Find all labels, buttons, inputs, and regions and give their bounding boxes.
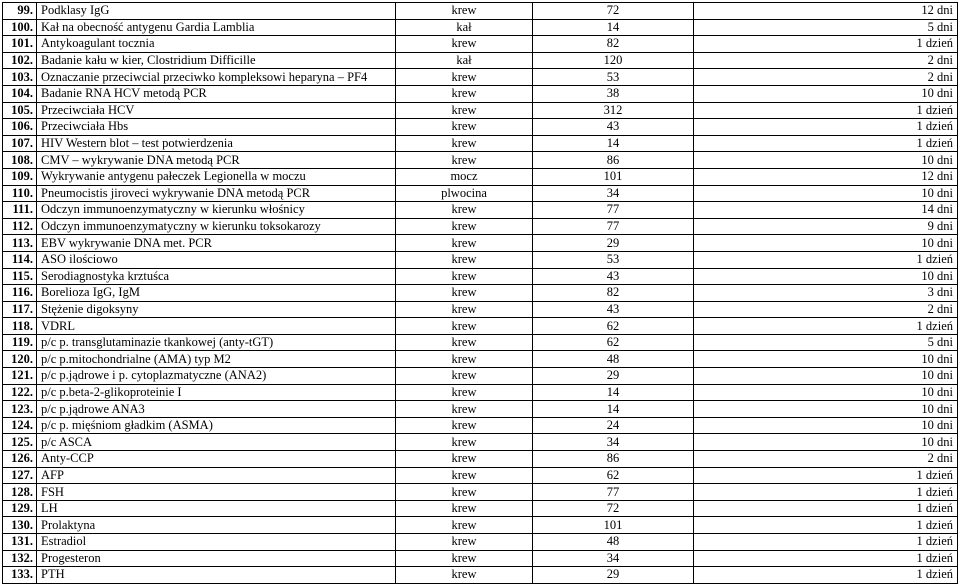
test-name: Podklasy IgG — [37, 3, 396, 20]
table-row — [3, 251, 958, 268]
turnaround-time: 1 dzień — [694, 550, 958, 567]
test-name: Serodiagnostyka krztuśca — [37, 268, 396, 285]
row-number: 131. — [3, 534, 37, 551]
test-price: 34 — [533, 550, 694, 567]
table-row — [3, 550, 958, 567]
turnaround-time: 10 dni — [694, 185, 958, 202]
test-price: 38 — [533, 85, 694, 102]
sample-material: krew — [396, 301, 533, 318]
sample-material: krew — [396, 3, 533, 20]
sample-material: krew — [396, 152, 533, 169]
test-price: 14 — [533, 384, 694, 401]
sample-material: krew — [396, 384, 533, 401]
test-name: Odczyn immunoenzymatyczny w kierunku toksokarozy — [37, 218, 396, 235]
test-price: 120 — [533, 52, 694, 69]
test-name: Antykoagulant tocznia — [37, 36, 396, 53]
table-row — [3, 500, 958, 517]
table-row — [3, 401, 958, 418]
test-name: Przeciwciała Hbs — [37, 119, 396, 136]
turnaround-time: 10 dni — [694, 85, 958, 102]
turnaround-time: 12 dni — [694, 168, 958, 185]
sample-material: krew — [396, 268, 533, 285]
row-number: 119. — [3, 334, 37, 351]
row-number: 115. — [3, 268, 37, 285]
sample-material: krew — [396, 517, 533, 534]
test-price: 82 — [533, 36, 694, 53]
test-name: Estradiol — [37, 534, 396, 551]
test-price: 62 — [533, 318, 694, 335]
test-price: 14 — [533, 401, 694, 418]
test-name: Anty-CCP — [37, 451, 396, 468]
turnaround-time: 5 dni — [694, 334, 958, 351]
table-row — [3, 202, 958, 219]
sample-material: krew — [396, 351, 533, 368]
row-number: 120. — [3, 351, 37, 368]
row-number: 125. — [3, 434, 37, 451]
test-price: 312 — [533, 102, 694, 119]
sample-material: krew — [396, 484, 533, 501]
table-row — [3, 417, 958, 434]
test-price: 53 — [533, 251, 694, 268]
turnaround-time: 2 dni — [694, 451, 958, 468]
test-name: HIV Western blot – test potwierdzenia — [37, 135, 396, 152]
test-name: p/c p. transglutaminazie tkankowej (anty-tGT) — [37, 334, 396, 351]
test-price: 62 — [533, 467, 694, 484]
test-price: 43 — [533, 301, 694, 318]
test-name: FSH — [37, 484, 396, 501]
table-row — [3, 3, 958, 20]
test-price: 24 — [533, 417, 694, 434]
row-number: 109. — [3, 168, 37, 185]
turnaround-time: 1 dzień — [694, 318, 958, 335]
row-number: 128. — [3, 484, 37, 501]
sample-material: krew — [396, 235, 533, 252]
test-price: 77 — [533, 484, 694, 501]
turnaround-time: 1 dzień — [694, 135, 958, 152]
turnaround-time: 2 dni — [694, 69, 958, 86]
lab-tests-body — [3, 3, 958, 584]
test-name: AFP — [37, 467, 396, 484]
test-price: 48 — [533, 351, 694, 368]
sample-material: krew — [396, 251, 533, 268]
row-number: 102. — [3, 52, 37, 69]
test-name: LH — [37, 500, 396, 517]
turnaround-time: 1 dzień — [694, 467, 958, 484]
test-name: p/c p.mitochondrialne (AMA) typ M2 — [37, 351, 396, 368]
table-row — [3, 119, 958, 136]
sample-material: krew — [396, 285, 533, 302]
table-row — [3, 351, 958, 368]
turnaround-time: 10 dni — [694, 401, 958, 418]
table-row — [3, 467, 958, 484]
test-name: Kał na obecność antygenu Gardia Lamblia — [37, 19, 396, 36]
table-row — [3, 135, 958, 152]
row-number: 113. — [3, 235, 37, 252]
turnaround-time: 1 dzień — [694, 567, 958, 584]
row-number: 122. — [3, 384, 37, 401]
sample-material: krew — [396, 550, 533, 567]
row-number: 112. — [3, 218, 37, 235]
test-price: 72 — [533, 3, 694, 20]
turnaround-time: 10 dni — [694, 351, 958, 368]
row-number: 116. — [3, 285, 37, 302]
turnaround-time: 1 dzień — [694, 484, 958, 501]
turnaround-time: 2 dni — [694, 52, 958, 69]
sample-material: krew — [396, 401, 533, 418]
test-name: p/c p. mięśniom gładkim (ASMA) — [37, 417, 396, 434]
turnaround-time: 10 dni — [694, 384, 958, 401]
row-number: 108. — [3, 152, 37, 169]
sample-material: krew — [396, 500, 533, 517]
row-number: 121. — [3, 368, 37, 385]
test-name: Borelioza IgG, IgM — [37, 285, 396, 302]
row-number: 101. — [3, 36, 37, 53]
table-row — [3, 85, 958, 102]
turnaround-time: 14 dni — [694, 202, 958, 219]
test-price: 34 — [533, 185, 694, 202]
sample-material: krew — [396, 119, 533, 136]
table-row — [3, 534, 958, 551]
sample-material: krew — [396, 318, 533, 335]
table-row — [3, 102, 958, 119]
turnaround-time: 1 dzień — [694, 119, 958, 136]
sample-material: krew — [396, 334, 533, 351]
test-name: Przeciwciała HCV — [37, 102, 396, 119]
turnaround-time: 10 dni — [694, 368, 958, 385]
row-number: 118. — [3, 318, 37, 335]
sample-material: krew — [396, 218, 533, 235]
test-name: p/c p.jądrowe i p. cytoplazmatyczne (ANA2) — [37, 368, 396, 385]
table-row — [3, 384, 958, 401]
test-name: ASO ilościowo — [37, 251, 396, 268]
sample-material: krew — [396, 368, 533, 385]
turnaround-time: 1 dzień — [694, 102, 958, 119]
row-number: 132. — [3, 550, 37, 567]
test-name: CMV – wykrywanie DNA metodą PCR — [37, 152, 396, 169]
lab-tests-table — [2, 2, 958, 584]
test-price: 77 — [533, 202, 694, 219]
table-row — [3, 268, 958, 285]
turnaround-time: 3 dni — [694, 285, 958, 302]
sample-material: krew — [396, 417, 533, 434]
turnaround-time: 10 dni — [694, 268, 958, 285]
table-row — [3, 368, 958, 385]
table-row — [3, 301, 958, 318]
test-price: 82 — [533, 285, 694, 302]
row-number: 106. — [3, 119, 37, 136]
test-name: Badanie kału w kier, Clostridium Difficille — [37, 52, 396, 69]
sample-material: kał — [396, 19, 533, 36]
test-price: 34 — [533, 434, 694, 451]
sample-material: krew — [396, 567, 533, 584]
sample-material: krew — [396, 202, 533, 219]
turnaround-time: 10 dni — [694, 417, 958, 434]
test-price: 62 — [533, 334, 694, 351]
test-price: 43 — [533, 119, 694, 136]
table-row — [3, 168, 958, 185]
row-number: 123. — [3, 401, 37, 418]
test-name: Progesteron — [37, 550, 396, 567]
table-row — [3, 69, 958, 86]
sample-material: kał — [396, 52, 533, 69]
test-name: p/c ASCA — [37, 434, 396, 451]
row-number: 105. — [3, 102, 37, 119]
test-name: Prolaktyna — [37, 517, 396, 534]
table-row — [3, 152, 958, 169]
test-name: Oznaczanie przeciwcial przeciwko kompleksowi heparyna – PF4 — [37, 69, 396, 86]
table-row — [3, 318, 958, 335]
sample-material: krew — [396, 102, 533, 119]
sample-material: krew — [396, 69, 533, 86]
test-price: 29 — [533, 368, 694, 385]
row-number: 127. — [3, 467, 37, 484]
sample-material: krew — [396, 434, 533, 451]
sample-material: krew — [396, 36, 533, 53]
test-name: p/c p.beta-2-glikoproteinie I — [37, 384, 396, 401]
turnaround-time: 2 dni — [694, 301, 958, 318]
turnaround-time: 1 dzień — [694, 534, 958, 551]
sample-material: krew — [396, 467, 533, 484]
test-price: 86 — [533, 152, 694, 169]
test-name: Odczyn immunoenzymatyczny w kierunku włośnicy — [37, 202, 396, 219]
table-row — [3, 36, 958, 53]
row-number: 114. — [3, 251, 37, 268]
row-number: 110. — [3, 185, 37, 202]
sample-material: mocz — [396, 168, 533, 185]
turnaround-time: 1 dzień — [694, 500, 958, 517]
test-price: 43 — [533, 268, 694, 285]
test-price: 101 — [533, 168, 694, 185]
test-price: 72 — [533, 500, 694, 517]
table-row — [3, 451, 958, 468]
turnaround-time: 5 dni — [694, 19, 958, 36]
row-number: 126. — [3, 451, 37, 468]
test-name: Wykrywanie antygenu pałeczek Legionella w moczu — [37, 168, 396, 185]
table-row — [3, 484, 958, 501]
row-number: 100. — [3, 19, 37, 36]
table-row — [3, 19, 958, 36]
turnaround-time: 12 dni — [694, 3, 958, 20]
test-name: VDRL — [37, 318, 396, 335]
test-name: Badanie RNA HCV metodą PCR — [37, 85, 396, 102]
table-row — [3, 285, 958, 302]
table-row — [3, 185, 958, 202]
table-row — [3, 52, 958, 69]
row-number: 117. — [3, 301, 37, 318]
test-price: 48 — [533, 534, 694, 551]
table-row — [3, 517, 958, 534]
row-number: 104. — [3, 85, 37, 102]
row-number: 124. — [3, 417, 37, 434]
turnaround-time: 10 dni — [694, 152, 958, 169]
turnaround-time: 10 dni — [694, 235, 958, 252]
sample-material: krew — [396, 534, 533, 551]
row-number: 111. — [3, 202, 37, 219]
row-number: 133. — [3, 567, 37, 584]
sample-material: krew — [396, 135, 533, 152]
test-price: 14 — [533, 135, 694, 152]
test-price: 77 — [533, 218, 694, 235]
row-number: 99. — [3, 3, 37, 20]
turnaround-time: 1 dzień — [694, 251, 958, 268]
table-row — [3, 218, 958, 235]
test-name: Stężenie digoksyny — [37, 301, 396, 318]
test-name: EBV wykrywanie DNA met. PCR — [37, 235, 396, 252]
test-name: p/c p.jądrowe ANA3 — [37, 401, 396, 418]
test-price: 14 — [533, 19, 694, 36]
turnaround-time: 9 dni — [694, 218, 958, 235]
test-price: 86 — [533, 451, 694, 468]
row-number: 103. — [3, 69, 37, 86]
test-price: 29 — [533, 567, 694, 584]
sample-material: krew — [396, 451, 533, 468]
turnaround-time: 1 dzień — [694, 36, 958, 53]
test-name: PTH — [37, 567, 396, 584]
row-number: 107. — [3, 135, 37, 152]
test-price: 101 — [533, 517, 694, 534]
turnaround-time: 10 dni — [694, 434, 958, 451]
sample-material: krew — [396, 85, 533, 102]
table-row — [3, 567, 958, 584]
row-number: 130. — [3, 517, 37, 534]
table-row — [3, 434, 958, 451]
test-price: 53 — [533, 69, 694, 86]
test-name: Pneumocistis jiroveci wykrywanie DNA metodą PCR — [37, 185, 396, 202]
table-row — [3, 334, 958, 351]
test-price: 29 — [533, 235, 694, 252]
row-number: 129. — [3, 500, 37, 517]
turnaround-time: 1 dzień — [694, 517, 958, 534]
table-row — [3, 235, 958, 252]
sample-material: plwocina — [396, 185, 533, 202]
